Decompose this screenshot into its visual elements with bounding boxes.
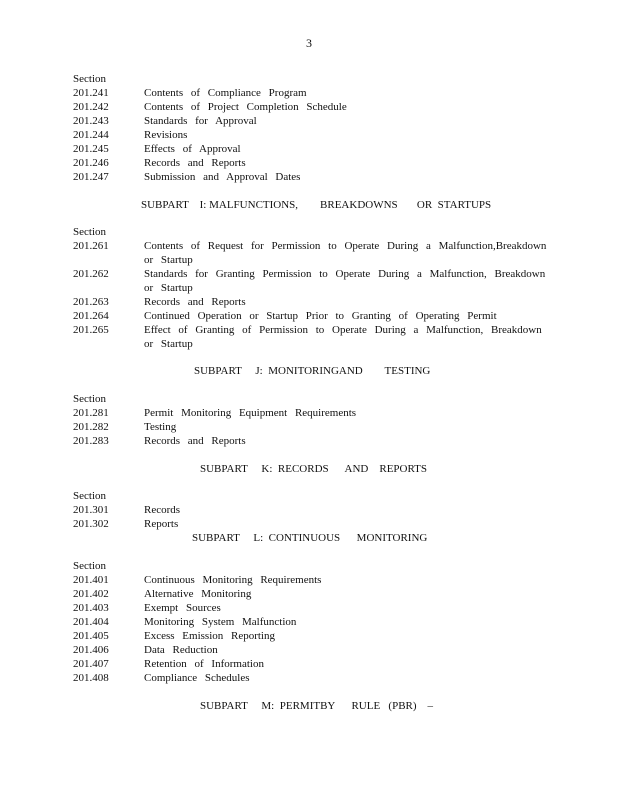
section-title: Testing	[144, 421, 177, 433]
section-title: Submission and Approval Dates	[144, 171, 301, 183]
subpart-heading: SUBPART M: PERMITBY RULE (PBR) –	[200, 700, 434, 712]
section-label: Section	[73, 393, 106, 405]
subpart-heading: SUBPART I: MALFUNCTIONS, BREAKDOWNS OR STARTUPS	[141, 199, 492, 211]
section-title: Compliance Schedules	[144, 672, 250, 684]
section-title: Permit Monitoring Equipment Requirements	[144, 407, 357, 419]
section-number: 201.406	[73, 644, 109, 656]
section-title: Records	[144, 504, 181, 516]
section-title: Data Reduction	[144, 644, 218, 656]
section-number: 201.403	[73, 602, 109, 614]
page-number: 3	[306, 36, 312, 50]
section-title: Records and Reports	[144, 296, 246, 308]
subpart-heading: SUBPART L: CONTINUOUS MONITORING	[192, 532, 428, 544]
section-label: Section	[73, 226, 106, 238]
section-number: 201.283	[73, 435, 109, 447]
section-title: Revisions	[144, 129, 188, 141]
section-number: 201.281	[73, 407, 109, 419]
subpart-heading: SUBPART J: MONITORINGAND TESTING	[194, 365, 431, 377]
section-title: Records and Reports	[144, 435, 246, 447]
section-title: Retention of Information	[144, 658, 264, 670]
section-label: Section	[73, 560, 106, 572]
section-title: Contents of Request for Permission to Operate During a Malfunction,Breakdown or Startup	[144, 240, 547, 266]
section-number: 201.265	[73, 324, 109, 336]
section-number: 201.302	[73, 518, 109, 530]
section-number: 201.244	[73, 129, 109, 141]
section-label: Section	[73, 73, 106, 85]
section-label: Section	[73, 490, 106, 502]
section-number: 201.301	[73, 504, 109, 516]
section-number: 201.262	[73, 268, 109, 280]
section-title: Records and Reports	[144, 157, 246, 169]
section-title: Contents of Compliance Program	[144, 87, 307, 99]
section-title: Standards for Approval	[144, 115, 257, 127]
section-number: 201.261	[73, 240, 109, 252]
section-title: Standards for Granting Permission to Operate During a Malfunction, Breakdown or Startup	[144, 268, 546, 294]
section-number: 201.263	[73, 296, 109, 308]
section-number: 201.242	[73, 101, 109, 113]
section-number: 201.402	[73, 588, 109, 600]
section-number: 201.407	[73, 658, 109, 670]
section-title: Excess Emission Reporting	[144, 630, 275, 642]
section-title: Monitoring System Malfunction	[144, 616, 297, 628]
section-title: Effects of Approval	[144, 143, 241, 155]
section-number: 201.241	[73, 87, 109, 99]
section-number: 201.243	[73, 115, 109, 127]
section-number: 201.245	[73, 143, 109, 155]
section-number: 201.247	[73, 171, 109, 183]
section-title: Continued Operation or Startup Prior to Granting of Operating Permit	[144, 310, 497, 322]
section-title: Exempt Sources	[144, 602, 221, 614]
subpart-heading: SUBPART K: RECORDS AND REPORTS	[200, 463, 427, 475]
section-title: Reports	[144, 518, 179, 530]
section-number: 201.404	[73, 616, 109, 628]
section-title: Contents of Project Completion Schedule	[144, 101, 347, 113]
section-number: 201.246	[73, 157, 109, 169]
section-number: 201.282	[73, 421, 109, 433]
section-title: Continuous Monitoring Requirements	[144, 574, 322, 586]
section-number: 201.408	[73, 672, 109, 684]
section-number: 201.264	[73, 310, 109, 322]
section-number: 201.405	[73, 630, 109, 642]
section-title: Alternative Monitoring	[144, 588, 252, 600]
section-number: 201.401	[73, 574, 109, 586]
section-title: Effect of Granting of Permission to Operate During a Malfunction, Breakdown or Startup	[144, 324, 542, 350]
